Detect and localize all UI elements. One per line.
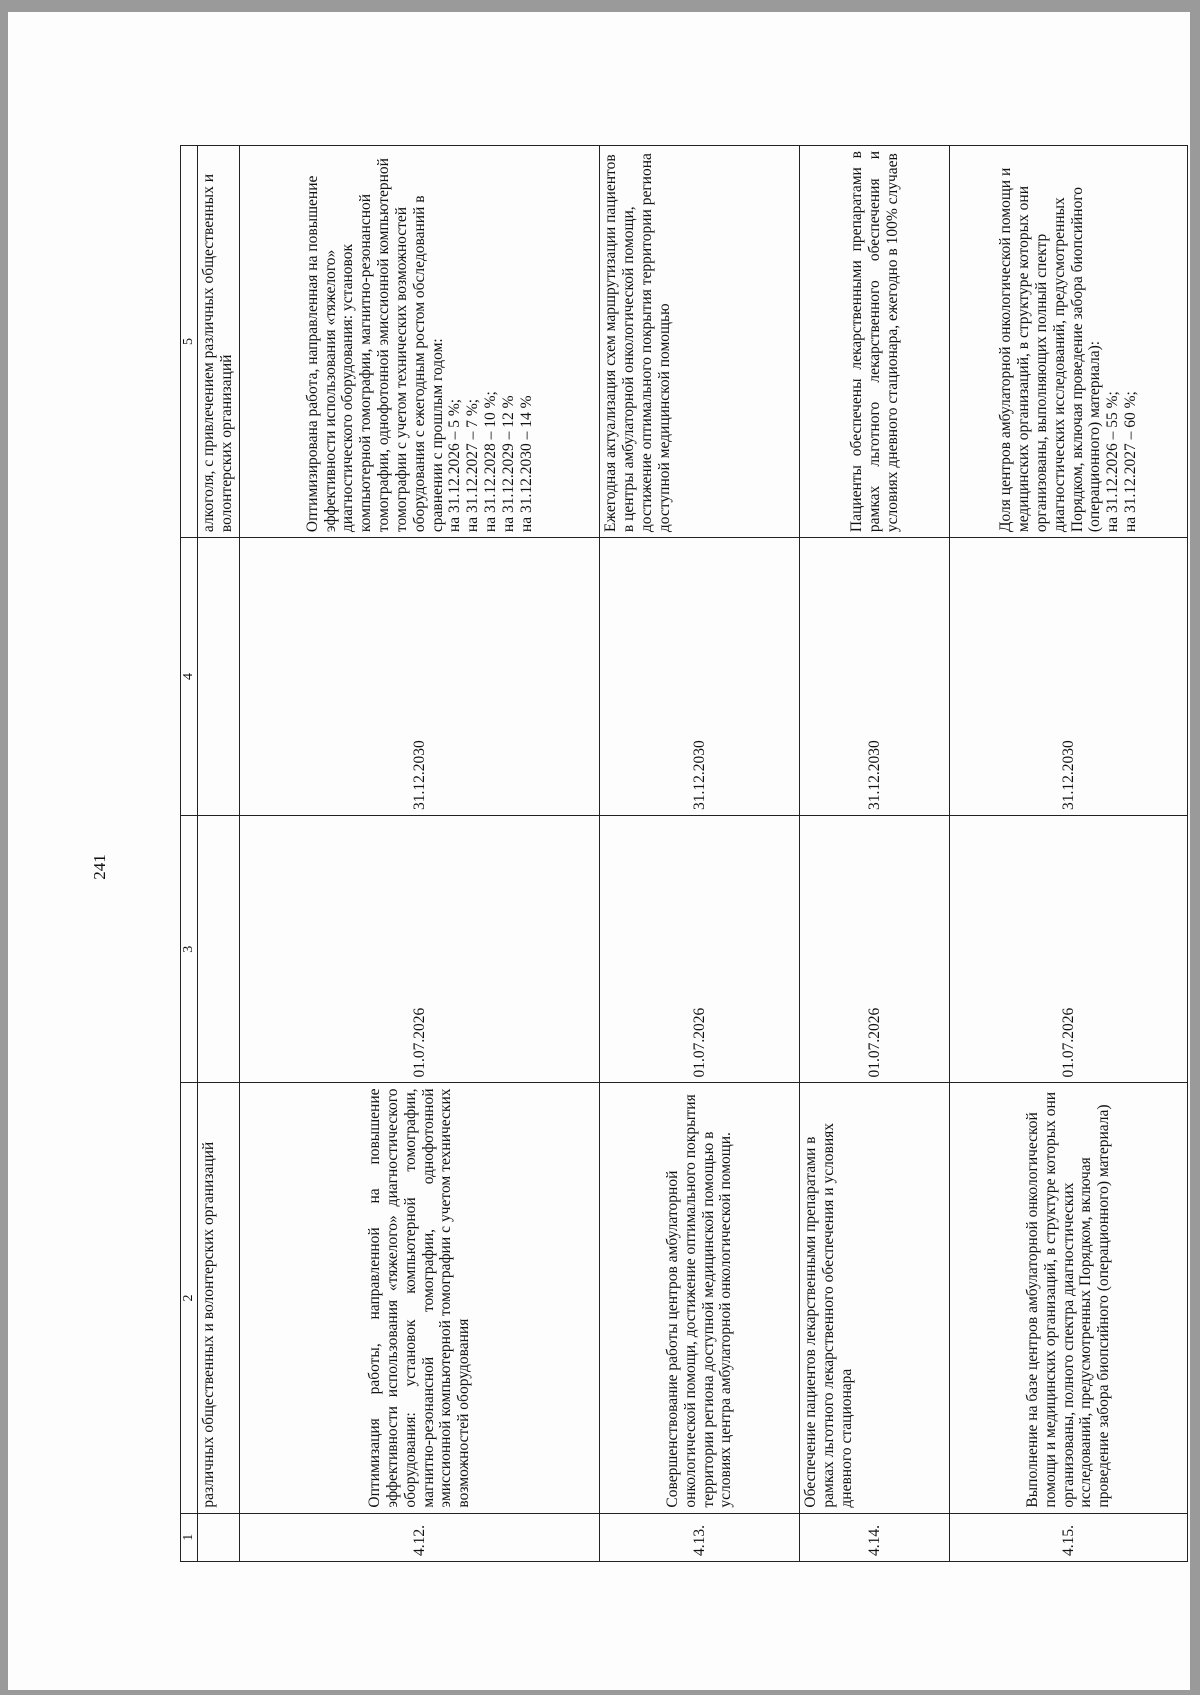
row-start-date: 01.07.2026 — [600, 815, 800, 1083]
row-start-date: 01.07.2026 — [950, 815, 1188, 1083]
row-activity: Совершенствование работы центров амбулаторной онкологической помощи, достижение оптимального покрытия территории региона доступной медицинской помощью в условиях центра амбулаторной онкологической помощи. — [600, 1083, 800, 1513]
row-end-date: 31.12.2030 — [950, 538, 1188, 816]
row-number: 4.12. — [240, 1513, 600, 1561]
plan-table — [180, 145, 1188, 1562]
continuation-result: алкоголя, с привлечением различных общественных и волонтерских организаций — [198, 146, 240, 538]
header-col-4: 4 — [181, 538, 198, 816]
row-activity: Обеспечение пациентов лекарственными препаратами в рамках льготного лекарственного обеспечения и условиях дневного стационара — [800, 1083, 950, 1513]
continuation-num — [198, 1513, 240, 1561]
row-end-date: 31.12.2030 — [240, 538, 600, 816]
table-row — [240, 146, 600, 1562]
table-row — [800, 146, 950, 1562]
row-number: 4.15. — [950, 1513, 1188, 1561]
continuation-end — [198, 538, 240, 816]
row-end-date: 31.12.2030 — [800, 538, 950, 816]
table-container — [180, 145, 1188, 1562]
row-activity: Оптимизация работы, направленной на повышение эффективности использования «тяжелого» диагностического оборудования: установок компьютерной томографии, магнитно-резонансной томографии, однофотонной эмиссионной компьютерной томографии с учетом технических возможностей оборудования — [240, 1083, 600, 1513]
document-page — [8, 12, 1190, 1690]
row-result: Ежегодная актуализация схем маршрутизации пациентов в центры амбулаторной онкологической помощи, достижение оптимального покрытия территории региона доступной медицинской помощью — [600, 146, 800, 538]
header-col-1: 1 — [181, 1513, 198, 1561]
row-start-date: 01.07.2026 — [800, 815, 950, 1083]
table-row — [600, 146, 800, 1562]
row-result: Доля центров амбулаторной онкологической помощи и медицинских организаций, в структуре которых они организованы, выполняющих полный спектр диагностических исследований, предусмотренных Порядком, включая проведение забора биопсийного (операционного) материала): на 31.12.2026 – 55 %; на 31.12.2027 – 60 %; — [950, 146, 1188, 538]
header-col-3: 3 — [181, 815, 198, 1083]
row-number: 4.14. — [800, 1513, 950, 1561]
continuation-row — [198, 146, 240, 1562]
continuation-activity: различных общественных и волонтерских организаций — [198, 1083, 240, 1513]
header-col-5: 5 — [181, 146, 198, 538]
continuation-start — [198, 815, 240, 1083]
row-result: Оптимизирована работа, направленная на повышение эффективности использования «тяжелого» диагностического оборудования: установок компьютерной томографии, магнитно-резонансной томографии, однофотонной эмиссионной компьютерной томографии с учетом технических возможностей оборудования с ежегодным ростом обследований в сравнении с прошлым годом: на 31.12.2026 – 5 %; на 31.12.2027 – 7 %; на 31.12.2028 – 10 %; на 31.12.2029 – 12 % на 31.12.2030 – 14 % — [240, 146, 600, 538]
table-header-row — [181, 146, 198, 1562]
row-number: 4.13. — [600, 1513, 800, 1561]
table-row — [950, 146, 1188, 1562]
row-start-date: 01.07.2026 — [240, 815, 600, 1083]
header-col-2: 2 — [181, 1083, 198, 1513]
row-activity: Выполнение на базе центров амбулаторной онкологической помощи и медицинских организаций, в структуре которых они организованы, полного спектра диагностических исследований, предусмотренных Порядком, включая проведение забора биопсийного (операционного) материала) — [950, 1083, 1188, 1513]
row-result: Пациенты обеспечены лекарственными препаратами в рамках льготного лекарственного обеспечения и условиях дневного стационара, ежегодно в 100% случаев — [800, 146, 950, 538]
row-end-date: 31.12.2030 — [600, 538, 800, 816]
page-number: 241 — [90, 854, 109, 880]
